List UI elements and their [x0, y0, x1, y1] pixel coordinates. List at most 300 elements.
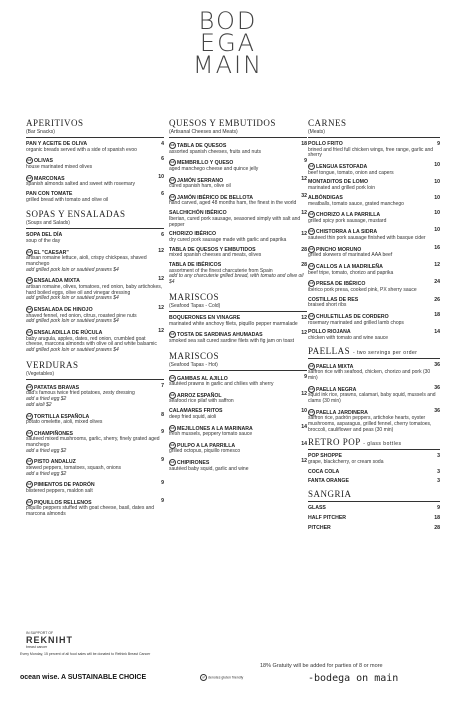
gluten-free-icon: GF: [27, 430, 32, 435]
menu-item: [308, 470, 440, 476]
item-price: 10: [434, 179, 440, 186]
item-price: 12: [301, 175, 307, 182]
item-name-text: MEMBRILLO Y QUESO: [177, 160, 234, 167]
item-name-text: PISTO ANDALUZ: [34, 459, 76, 466]
item-description: blistered peppers, maldon salt: [26, 488, 93, 495]
item-price: 9: [437, 141, 440, 147]
menu-item: [169, 375, 307, 388]
item-description: meatballs, tomato sauce, grated manchego: [308, 200, 404, 207]
menu-item: [26, 142, 164, 153]
item-addon: add to any charcuterie grilled bread, with tomato and olive oil $4: [169, 273, 304, 286]
item-addon: add a fried egg $2: [26, 447, 67, 454]
item-description: shaved fennel, red onion, citrus, roasted pine nuts: [26, 312, 137, 319]
item-description: soup of the day: [26, 238, 61, 245]
item-description: rosemary marinated and grilled lamb chops: [308, 319, 404, 326]
menu-list: [308, 142, 440, 342]
item-name-text: GAMBAS AL AJILLO: [177, 375, 228, 382]
menu-item: [308, 142, 440, 159]
gluten-free-icon: GF: [170, 177, 175, 182]
divider: [169, 137, 307, 138]
gluten-free-icon: GF: [27, 499, 32, 504]
menu-item: [169, 211, 307, 228]
section-paellas: [308, 346, 440, 434]
section-aperitivos: [26, 118, 164, 203]
menu-item: [308, 228, 440, 241]
menu-item: [169, 316, 307, 327]
menu-item: [308, 330, 440, 341]
item-name-text: ENSALADA MIXTA: [34, 278, 80, 285]
menu-item: [308, 246, 440, 259]
item-description: sauteed thin pork sausage finished with basque cider: [308, 235, 426, 242]
menu-item: [169, 409, 307, 420]
item-name-text: CHULETILLAS DE CORDERO: [316, 313, 389, 320]
item-price: 12: [158, 276, 164, 283]
item-price: 9: [161, 457, 164, 464]
gluten-free-icon: GF: [309, 264, 314, 269]
item-price: 4: [161, 141, 164, 147]
item-name-text: PAN Y ACEITE DE OLIVA: [26, 141, 88, 147]
logo-line-1: BOD: [198, 7, 258, 35]
menu-item: [26, 157, 164, 170]
item-price: 12: [301, 210, 307, 217]
item-price: 12: [158, 305, 164, 312]
item-description: aged manchego cheese and quince jelly: [169, 165, 259, 172]
menu-item: [308, 163, 440, 176]
item-name: [308, 479, 440, 485]
item-description: fresh mussels, peppery tomato sauce: [169, 431, 253, 438]
item-description: dad's famous twice fried potatoes, zesty dressing: [26, 390, 135, 397]
item-addon: add grilled pork loin or sautéed prawns $4: [26, 295, 119, 302]
menu-item: [169, 425, 307, 438]
item-name-text: JAMÓN IBÉRICO DE BELLOTA: [177, 194, 253, 201]
gluten-free-icon: GF: [170, 442, 175, 447]
item-addon: add a fried egg $2: [26, 470, 67, 477]
gluten-free-icon: GF: [309, 281, 314, 286]
menu-item: [308, 280, 440, 293]
item-name-text: COCA COLA: [308, 468, 340, 475]
section-title: [308, 346, 440, 356]
menu-item: [308, 516, 440, 522]
item-price: 10: [301, 408, 307, 415]
rethink-note: Every Monday, 15 percent of all food sales will be donated to Rethink Breast Cancer: [20, 652, 151, 656]
item-description: marinated and grilled pork loin: [308, 185, 375, 192]
gluten-free-icon: gf: [200, 674, 207, 681]
item-name-text: PAELLA MIXTA: [316, 363, 354, 370]
item-name-text: TABLA DE IBÉRICOS: [169, 262, 222, 269]
gluten-free-icon: GF: [309, 386, 314, 391]
item-name-text: FANTA ORANGE: [308, 478, 349, 485]
menu-item: [26, 430, 164, 455]
item-price: 12: [301, 314, 307, 321]
item-name-text: TOSTA DE SARDINAS AHUMADAS: [177, 332, 263, 339]
menu-item: [26, 499, 164, 518]
gluten-free-icon: GF: [27, 175, 32, 180]
item-name-text: ALBÓNDIGAS: [308, 194, 343, 201]
item-description: chicken with tomato and wine sauce: [308, 335, 389, 341]
divider: [26, 228, 164, 229]
item-name-text: PIMIENTOS DE PADRÓN: [34, 482, 95, 489]
menu-list: [26, 233, 164, 353]
item-name-text: SALCHICHÓN IBÉRICO: [169, 210, 227, 217]
item-price: 9: [161, 428, 164, 435]
item-description: assorted spanish cheeses, fruits and nuts: [169, 148, 261, 155]
menu-item: [169, 159, 307, 172]
section-sangria: [308, 489, 440, 531]
item-description: saffron rice with seafood, chicken, chorizo and pork (30 min): [308, 369, 431, 381]
item-name-text: CHIPIRONES: [177, 459, 210, 466]
section-subtitle: (Artisanal Cheeses and Meats): [169, 129, 238, 135]
retro-title: RETRO POP: [308, 437, 361, 448]
item-price: 18: [434, 312, 440, 319]
item-addon: add grilled pork loin or sautéed prawns $4: [26, 347, 119, 354]
gluten-free-icon: GF: [27, 413, 32, 418]
section-mariscos-cold: [169, 292, 307, 345]
menu-item: [308, 454, 440, 465]
menu-item: [26, 481, 164, 494]
menu-item: [308, 386, 440, 405]
item-name-text: MARCONAS: [34, 175, 65, 182]
item-description: sautéed prawns in garlic and chilies with sherry: [169, 381, 274, 388]
item-description: hand carved, aged 48 months ham, the finest in the world: [169, 200, 297, 207]
section-title: SANGRIA: [308, 489, 352, 500]
item-description: marinated white anchovy filets, piquillo pepper marmalade: [169, 320, 298, 327]
item-price: 12: [301, 390, 307, 397]
item-name-text: ENSALADA DE HINOJO: [34, 307, 93, 314]
item-price: 12: [158, 247, 164, 254]
item-name-text: PAELLA JARDINERA: [316, 409, 368, 416]
section-subtitle: (Bar Snacks): [26, 129, 55, 135]
item-name-text: CHAMPIÑONES: [34, 430, 73, 437]
item-price: 28: [301, 246, 307, 253]
logo-line-2: EGA: [199, 29, 257, 57]
item-description: house marinated mixed olives: [26, 163, 93, 170]
section-retro-pop: [308, 437, 440, 485]
item-price: 36: [434, 407, 440, 414]
item-price: 32: [301, 192, 307, 199]
menu-item: [26, 233, 164, 244]
item-name-text: ENSALADILLA DE RÚCULA: [34, 330, 103, 337]
item-price: 3: [437, 478, 440, 485]
menu-item: [26, 458, 164, 477]
item-name-text: HALF PITCHER: [308, 514, 347, 521]
item-description: grilled bread with tomato and olive oil: [26, 196, 109, 203]
rethink-sub: breast cancer: [26, 645, 48, 649]
gluten-free-icon: GF: [27, 278, 32, 283]
item-name-text: PULPO A LA PARRILLA: [177, 442, 236, 449]
item-price: 12: [158, 328, 164, 335]
item-price: 6: [161, 232, 164, 239]
divider: [308, 358, 440, 359]
item-price: 9: [304, 158, 307, 165]
item-description: potato omelette, aioli, mixed olives: [26, 419, 103, 426]
rethink-top: IN SUPPORT OF: [26, 631, 54, 635]
item-price: 12: [301, 330, 307, 337]
item-price: 14: [301, 423, 307, 430]
menu-list: [26, 384, 164, 518]
gluten-free-icon: GF: [309, 314, 314, 319]
section-title: MARISCOS: [169, 291, 220, 302]
item-description: assortment of the finest charcuterie from Spain: [169, 267, 273, 274]
gluten-free-icon: GF: [27, 330, 32, 335]
item-name-text: EL "CAESAR": [34, 249, 69, 256]
item-name-text: TABLA DE QUESOS: [177, 142, 227, 149]
menu-item: [26, 306, 164, 325]
item-addon: add grilled pork loin or sautéed prawns $4: [26, 318, 119, 325]
menu-item: [308, 313, 440, 326]
item-description: artisan romaine lettuce, aioli, crispy chickpeas, shaved manchego: [26, 255, 147, 268]
item-name: [308, 526, 440, 532]
divider: [26, 137, 164, 138]
item-price: 7: [161, 382, 164, 389]
item-price: 14: [434, 329, 440, 336]
menu-item: [308, 506, 440, 512]
item-description: saffron rice, padrón peppers, artichoke hearts, oyster mushrooms, asparagus, grilled fennel, cherry tomatoes, broccoli, cauliflower and peas (30 min): [308, 415, 432, 433]
section-subtitle: (Vegetables): [26, 370, 55, 377]
item-name-text: TORTILLA ESPAÑOLA: [34, 413, 90, 420]
item-price: 28: [301, 262, 307, 269]
menu-item: [26, 329, 164, 354]
gluten-free-icon: GF: [27, 158, 32, 163]
menu-item: [308, 180, 440, 191]
item-price: 14: [301, 440, 307, 447]
section-verduras: [26, 360, 164, 518]
item-description: artisan romaine, olives, tomatoes, red onion, baby artichokes, hard boiled eggs, olive oil and vinegar dressing: [26, 284, 163, 296]
item-description: squid ink rice, prawns, calamari, baby squid, mussels and clams (30 min): [308, 392, 436, 404]
gluten-free-icon: GF: [309, 363, 314, 368]
item-name-text: COSTILLAS DE RES: [308, 296, 359, 303]
item-price: 10: [158, 173, 164, 180]
item-name-text: POP SHOPPE: [308, 453, 342, 460]
item-name-text: PIQUILLOS RELLENOS: [34, 499, 92, 506]
item-description: grilled skewers of marinated AAA beef: [308, 252, 393, 259]
divider: [308, 449, 440, 450]
item-description: mixed spanish cheeses and meats, olives: [169, 252, 262, 259]
item-name-text: OLIVAS: [34, 158, 53, 165]
gluten-free-icon: GF: [170, 332, 175, 337]
menu-item: [169, 263, 307, 286]
menu-item: [26, 277, 164, 302]
item-name-text: JAMÓN SERRANO: [177, 177, 224, 184]
item-price: 10: [434, 162, 440, 169]
menu-item: [26, 192, 164, 203]
item-price: 18: [434, 514, 440, 521]
item-name-text: PATATAS BRAVAS: [34, 384, 80, 391]
gluten-free-icon: GF: [309, 229, 314, 234]
item-description: organic breads served with a side of spanish evoo: [26, 146, 137, 153]
item-name: [308, 516, 440, 522]
item-description: smoked sea salt cured sardine filets with fig jam on toast: [169, 337, 295, 344]
section-title: VERDURAS: [26, 359, 79, 370]
menu-item: [26, 384, 164, 409]
menu-item: [169, 194, 307, 207]
item-price: 6: [161, 190, 164, 197]
item-description: beef tongue, tomato, onion and capers: [308, 169, 394, 176]
gluten-free-icon: GF: [170, 460, 175, 465]
section-mariscos-hot: [169, 351, 307, 473]
item-description: sautéed baby squid, garlic and wine: [169, 465, 249, 472]
logo-line-3: MAIN: [192, 51, 264, 79]
gf-note-text: denotes gluten friendly: [208, 675, 244, 680]
gluten-friendly-note: [200, 674, 243, 681]
divider: [169, 311, 307, 312]
item-description: piquillo peppers stuffed with goat cheese, basil, dates and marcona almonds: [26, 505, 155, 518]
menu-item: [169, 442, 307, 455]
menu-item: [169, 459, 307, 472]
menu-item: [308, 479, 440, 485]
menu-item: [308, 211, 440, 224]
section-title: APERITIVOS: [26, 118, 84, 128]
item-price: 12: [301, 458, 307, 465]
item-name-text: MONTADITOS DE LOMO: [308, 179, 369, 186]
item-name-text: BOQUERONES EN VINAGRE: [169, 314, 241, 321]
item-name-text: CHISTORRA A LA SIDRA: [316, 229, 378, 236]
item-price: 10: [434, 227, 440, 234]
menu-list: [308, 506, 440, 531]
menu-list: [26, 142, 164, 203]
section-sopas: [26, 209, 164, 353]
gluten-free-icon: GF: [170, 425, 175, 430]
item-price: 26: [434, 296, 440, 303]
item-description: deep fried squid, aioli: [169, 413, 217, 420]
section-subtitle: (Seafood Tapas - Cold): [169, 302, 221, 309]
gluten-free-icon: GF: [170, 160, 175, 165]
divider: [169, 370, 307, 371]
menu-item: [169, 331, 307, 344]
rethink-wordmark: REKNIHT: [26, 635, 73, 645]
section-title: MARISCOS: [169, 350, 220, 361]
section-title: CARNES: [308, 118, 347, 128]
item-price: 12: [434, 262, 440, 269]
item-description: ibérico pork presa, cooked pink, PX sherry sauce: [308, 286, 417, 293]
signature: -bodega on main: [308, 673, 399, 684]
menu-list: [308, 454, 440, 485]
item-price: 10: [434, 210, 440, 217]
item-price: 12: [301, 231, 307, 238]
item-name-text: SOPA DEL DÍA: [26, 232, 63, 239]
item-description: cured spanish ham, olive oil: [169, 183, 231, 190]
item-name-text: GLASS: [308, 505, 326, 512]
section-subtitle: (Meats): [308, 129, 325, 135]
menu-item: [169, 392, 307, 405]
item-name-text: POLLO RIOJANA: [308, 329, 351, 336]
item-description: braised short ribs: [308, 302, 347, 309]
section-title: [308, 437, 440, 447]
item-description: sauteed mixed mushrooms, garlic, sherry, finely grated aged manchego: [26, 436, 160, 449]
section-title: QUESOS Y EMBUTIDOS: [169, 118, 276, 128]
item-price: 9: [437, 505, 440, 512]
item-description: grape, blackcherry, or cream soda: [308, 459, 384, 466]
item-name: [308, 506, 440, 512]
item-name-text: PAELLA NEGRA: [316, 386, 357, 393]
section-subtitle: (Seafood Tapas - Hot): [169, 361, 218, 368]
paellas-note: - two servings per order: [352, 349, 418, 356]
item-price: 28: [434, 524, 440, 531]
item-name-text: LENGUA ESTOFADA: [316, 163, 368, 170]
item-description: brined and fried full chicken wings, free range, garlic and sherry: [308, 146, 434, 159]
gluten-free-icon: GF: [27, 384, 32, 389]
section-carnes: [308, 118, 440, 342]
gluten-free-icon: GF: [170, 143, 175, 147]
menu-item: [26, 175, 164, 188]
menu-item: [169, 248, 307, 259]
divider: [308, 501, 440, 502]
item-name-text: PAN CON TOMATE: [26, 190, 73, 197]
item-description: dry cured pork sausage made with garlic and paprika: [169, 236, 287, 243]
item-name-text: CHORIZO A LA PARRILLA: [316, 212, 381, 219]
menu-list: [169, 142, 307, 286]
item-description: spanish almonds salted and sweet with rosemary: [26, 181, 135, 188]
item-price: 36: [434, 361, 440, 368]
menu-item: [169, 142, 307, 155]
item-price: 36: [434, 384, 440, 391]
item-description: baby arugula, apples, dates, red onion, crumbled goat cheese, marcona almonds with olive oil and white balsamic: [26, 335, 157, 348]
gluten-free-icon: GF: [27, 249, 32, 254]
menu-item: [308, 196, 440, 207]
item-price: 9: [161, 480, 164, 487]
gluten-free-icon: GF: [309, 164, 314, 169]
column-middle: [169, 118, 307, 476]
item-price: 16: [434, 244, 440, 251]
gluten-free-icon: GF: [309, 246, 314, 251]
item-name-text: TABLA DE QUESOS Y EMBUTIDOS: [169, 246, 256, 253]
section-subtitle: (Soups and Salads): [26, 220, 70, 227]
item-name-text: CHORIZO IBÉRICO: [169, 231, 216, 238]
item-price: 9: [161, 497, 164, 504]
gluten-free-icon: GF: [309, 212, 314, 217]
item-name-text: PRESA DE IBÉRICO: [316, 281, 366, 288]
divider: [26, 379, 164, 380]
item-addon: add grilled pork loin or sautéed prawns $4: [26, 266, 119, 273]
item-name-text: POLLO FRITO: [308, 141, 343, 147]
section-quesos: [169, 118, 307, 286]
menu-item: [169, 177, 307, 190]
gluten-free-icon: GF: [27, 459, 32, 464]
gratuity-note: 18% Gratuity will be added for parties of 8 or more: [260, 663, 383, 669]
gluten-free-icon: GF: [27, 482, 32, 487]
menu-list: [169, 375, 307, 473]
item-name-text: MEJILLONES A LA MARINARA: [177, 425, 253, 432]
item-price: 3: [437, 453, 440, 460]
item-price: 6: [161, 156, 164, 163]
menu-item: [26, 413, 164, 426]
item-name-text: PINCHO MORUNO: [316, 246, 362, 253]
gluten-free-icon: GF: [309, 409, 314, 414]
retro-note: - glass bottles: [363, 441, 402, 448]
item-name-text: ARROZ ESPAÑOL: [177, 392, 222, 399]
menu-item: [308, 263, 440, 276]
divider: [308, 137, 440, 138]
item-name-text: CALAMARES FRITOS: [169, 408, 223, 415]
menu-item: [308, 298, 440, 309]
item-name: [308, 470, 440, 476]
item-description: grilled octopus, piquillo romesco: [169, 448, 241, 455]
item-price: 24: [434, 279, 440, 286]
menu-list: [169, 316, 307, 345]
menu-list: [308, 363, 440, 434]
item-name-text: PITCHER: [308, 524, 331, 531]
item-price: 10: [434, 194, 440, 201]
paellas-title: PAELLAS: [308, 345, 351, 356]
item-price: 18: [301, 141, 307, 147]
gluten-free-icon: GF: [170, 375, 175, 380]
ocean-wise-logo: ocean wise. A SUSTAINABLE CHOICE: [20, 674, 147, 681]
menu-item: [308, 363, 440, 382]
item-description: grilled spicy pork sausage, mustard: [308, 217, 387, 224]
menu-item: [26, 249, 164, 274]
gluten-free-icon: GF: [27, 307, 32, 312]
rethink-logo: [26, 631, 73, 649]
gluten-free-icon: GF: [170, 194, 175, 199]
